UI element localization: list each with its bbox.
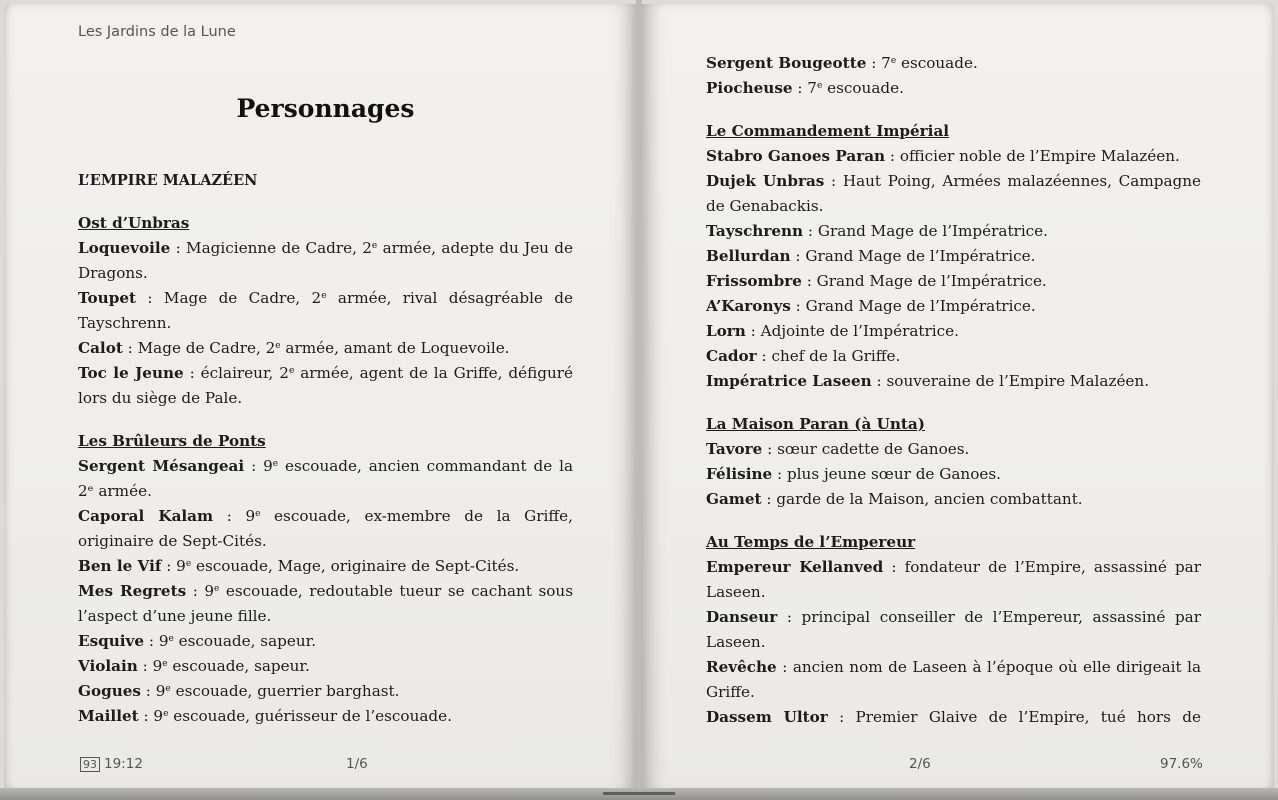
left-page-content: [78, 52, 573, 729]
character-entry: [706, 369, 1201, 394]
character-name: Piocheuse: [706, 79, 793, 97]
bookmark-ribbon: [603, 792, 675, 795]
character-entry: [78, 654, 573, 679]
character-desc: escouade, ancien commandant de la 2ᵉ armée.: [78, 457, 574, 500]
character-desc: armée, agent de la Griffe, défiguré lors du siège de Pale.: [78, 364, 573, 407]
left-page[interactable]: [4, 4, 637, 790]
status-left: [80, 756, 143, 772]
character-desc: : 9: [161, 557, 186, 575]
ordinal-sup: e: [321, 291, 327, 301]
ordinal-sup: e: [185, 559, 192, 569]
character-entry: [706, 462, 1201, 487]
character-name: Toc le Jeune: [78, 364, 184, 382]
ordinal-sup: e: [275, 341, 281, 351]
character-name: Frissombre: [706, 272, 802, 290]
ordinal-sup: e: [288, 366, 295, 376]
character-desc: : 9: [138, 707, 164, 725]
character-name: Impératrice Laseen: [706, 372, 872, 390]
character-desc: escouade, guerrier barghast.: [170, 682, 400, 700]
character-desc: escouade, redoutable tueur se cachant sous l’aspect d’une jeune fille.: [78, 582, 573, 625]
character-desc: : principal conseiller de l’Empereur, assassiné par Laseen.: [706, 608, 1201, 651]
character-desc: escouade, sapeur.: [173, 632, 317, 650]
character-desc: : Magicienne de Cadre, 2: [170, 239, 372, 257]
character-entry: [78, 504, 573, 554]
character-desc: : 9: [244, 457, 273, 475]
part-title: L’EMPIRE MALAZÉEN: [78, 172, 258, 189]
character-desc: : Grand Mage de l’Impératrice.: [801, 272, 1047, 290]
character-desc: : fondateur de l’Empire, assassiné par Laseen.: [706, 558, 1201, 601]
character-entry: [78, 336, 573, 361]
character-name: Tayschrenn: [706, 222, 804, 240]
character-desc: : Premier Glaive de l’Empire, tué hors de: [827, 708, 1202, 726]
character-desc: : Grand Mage de l’Impératrice.: [803, 222, 1048, 240]
character-entry: [706, 294, 1201, 319]
character-desc: : 9: [137, 657, 163, 675]
character-name: Loquevoile: [78, 239, 171, 257]
character-desc: escouade, ex-membre de la Griffe, originaire de Sept-Cités.: [78, 507, 573, 550]
character-name: Cador: [706, 347, 757, 365]
character-entry: [706, 705, 1201, 730]
character-desc: : Haut Poing, Armées malazéennes, Campagne de Genabackis.: [706, 172, 1201, 215]
character-desc: : 9: [213, 507, 256, 525]
character-name: Gogues: [78, 682, 141, 700]
ordinal-sup: e: [890, 56, 897, 66]
character-entry: [706, 244, 1201, 269]
character-entry: [706, 76, 1201, 101]
character-desc: : sœur cadette de Ganoes.: [762, 440, 970, 458]
character-entry: [706, 219, 1201, 244]
running-title: Les Jardins de la Lune: [78, 24, 236, 40]
character-entry: [78, 579, 573, 629]
character-entry: [706, 319, 1201, 344]
character-desc: : 7: [866, 54, 891, 72]
character-desc: escouade.: [896, 54, 978, 72]
character-desc: : Adjointe de l’Impératrice.: [745, 322, 959, 340]
character-desc: armée, amant de Loquevoile.: [280, 339, 510, 357]
ordinal-sup: e: [816, 81, 823, 91]
character-entry: [78, 286, 573, 336]
character-desc: escouade.: [822, 79, 904, 97]
character-name: Revêche: [706, 658, 777, 676]
character-name: Dassem Ultor: [706, 708, 828, 726]
character-desc: escouade, guérisseur de l’escouade.: [168, 707, 452, 725]
character-name: Ben le Vif: [78, 557, 162, 575]
character-name: Toupet: [78, 289, 137, 307]
character-name: Stabro Ganoes Paran: [706, 147, 886, 165]
character-entry: [706, 144, 1201, 169]
character-desc: : ancien nom de Laseen à l’époque où elle dirigeait la Griffe.: [706, 658, 1201, 701]
section-title: Le Commandement Impérial: [706, 122, 950, 140]
character-desc: armée, rival désagréable de Tayschrenn.: [78, 289, 573, 332]
character-desc: : souveraine de l’Empire Malazéen.: [871, 372, 1150, 390]
character-desc: : 9: [144, 632, 169, 650]
character-entry: [706, 605, 1201, 655]
character-entry: [706, 269, 1201, 294]
character-desc: escouade, sapeur.: [167, 657, 310, 675]
character-desc: escouade, Mage, originaire de Sept-Cités.: [191, 557, 520, 575]
character-desc: : officier noble de l’Empire Malazéen.: [885, 147, 1180, 165]
section-title: Au Temps de l’Empereur: [706, 533, 916, 551]
character-name: Dujek Unbras: [706, 172, 825, 190]
character-name: Félisine: [706, 465, 773, 483]
character-entry: [78, 454, 573, 504]
character-desc: : Mage de Cadre, 2: [122, 339, 276, 357]
character-desc: : Grand Mage de l’Impératrice.: [790, 297, 1036, 315]
character-desc: : garde de la Maison, ancien combattant.: [761, 490, 1083, 508]
character-desc: : 9: [186, 582, 215, 600]
ordinal-sup: e: [272, 459, 279, 469]
character-desc: : 7: [792, 79, 817, 97]
character-name: Sergent Bougeotte: [706, 54, 867, 72]
character-name: Lorn: [706, 322, 746, 340]
character-name: Maillet: [78, 707, 139, 725]
character-name: A’Karonys: [706, 297, 791, 315]
character-name: Gamet: [706, 490, 762, 508]
character-name: Danseur: [706, 608, 778, 626]
character-name: Esquive: [78, 632, 145, 650]
character-desc: : Mage de Cadre, 2: [136, 289, 322, 307]
character-name: Calot: [78, 339, 123, 357]
ordinal-sup: e: [214, 584, 220, 594]
character-entry: [78, 679, 573, 704]
character-desc: : plus jeune sœur de Ganoes.: [772, 465, 1001, 483]
character-desc: armée, adepte du Jeu de Dragons.: [78, 239, 573, 282]
ordinal-sup: e: [255, 509, 261, 519]
page-number: 1/6: [346, 756, 368, 772]
character-entry: [78, 704, 573, 729]
character-name: Sergent Mésangeai: [78, 457, 245, 475]
character-entry: [706, 555, 1201, 605]
character-entry: [78, 236, 573, 286]
character-entry: [78, 554, 573, 579]
character-entry: [78, 361, 573, 411]
character-desc: : 9: [140, 682, 166, 700]
character-entry: [706, 655, 1201, 705]
character-entry: [706, 51, 1201, 76]
right-page-content: [706, 51, 1201, 730]
section-title: Les Brûleurs de Ponts: [78, 432, 266, 450]
ordinal-sup: e: [162, 659, 168, 669]
clock: 19:12: [104, 756, 143, 772]
ordinal-sup: e: [371, 241, 378, 251]
page-number: 2/6: [909, 756, 931, 772]
character-name: Violain: [78, 657, 138, 675]
ordinal-sup: e: [163, 709, 169, 719]
character-desc: : Grand Mage de l’Impératrice.: [790, 247, 1036, 265]
character-entry: [706, 344, 1201, 369]
character-name: Empereur Kellanved: [706, 558, 884, 576]
character-entry: [706, 437, 1201, 462]
right-page[interactable]: [641, 4, 1274, 790]
character-name: Tavore: [706, 440, 763, 458]
battery-icon: 93: [80, 757, 100, 772]
chapter-title: Personnages: [236, 94, 415, 123]
character-desc: : chef de la Griffe.: [756, 347, 901, 365]
character-entry: [706, 487, 1201, 512]
character-name: Mes Regrets: [78, 582, 187, 600]
ordinal-sup: e: [168, 634, 174, 644]
character-name: Caporal Kalam: [78, 507, 214, 525]
character-entry: [78, 629, 573, 654]
character-name: Bellurdan: [706, 247, 791, 265]
reading-progress: 97.6%: [1160, 756, 1203, 772]
character-desc: : éclaireur, 2: [183, 364, 289, 382]
ordinal-sup: e: [165, 684, 171, 694]
character-entry: [706, 169, 1201, 219]
section-title: La Maison Paran (à Unta): [706, 415, 925, 433]
section-title: Ost d’Unbras: [78, 214, 190, 232]
